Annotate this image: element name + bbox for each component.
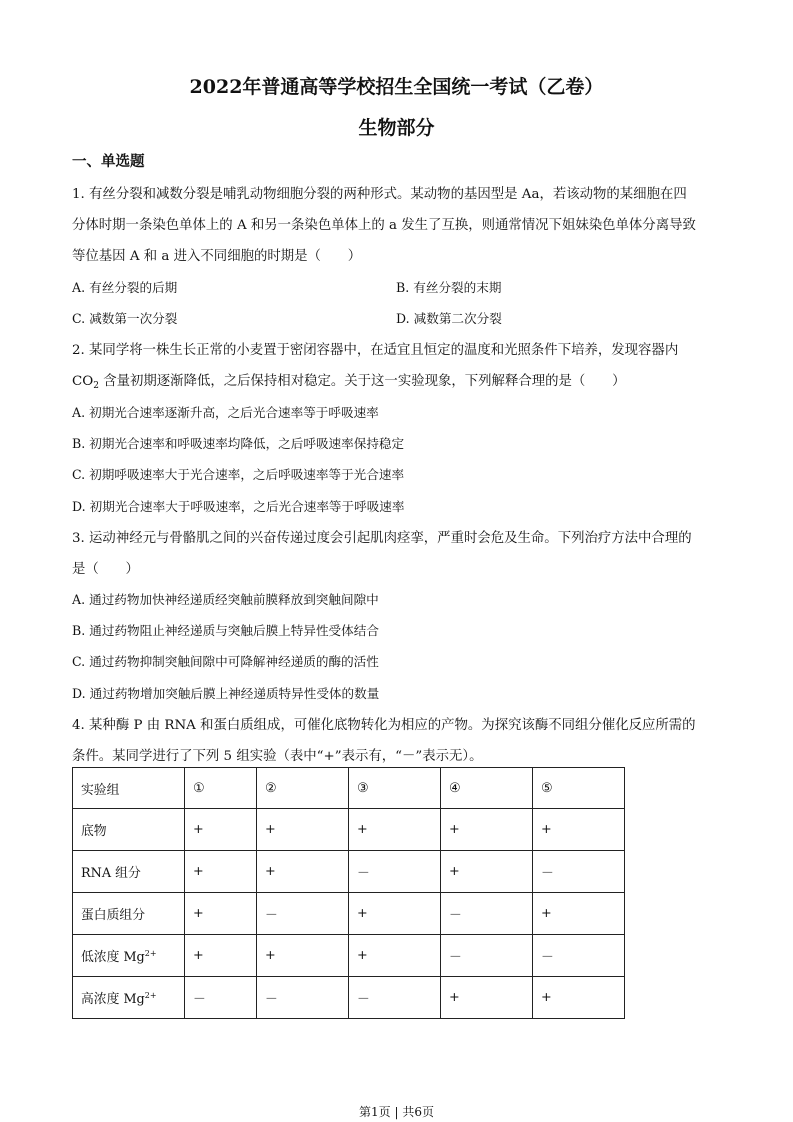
table-cell: － xyxy=(257,893,349,935)
header-cell: ④ xyxy=(441,768,533,809)
table-header-row xyxy=(73,768,625,809)
q2-option-a: A. 初期光合速率逐渐升高，之后光合速率等于呼吸速率 xyxy=(72,405,379,420)
table-cell: + xyxy=(441,977,533,1019)
table-cell: + xyxy=(185,935,257,977)
table-cell: + xyxy=(185,809,257,851)
table-cell: + xyxy=(257,851,349,893)
header-cell: ① xyxy=(185,768,257,809)
header-cell: ⑤ xyxy=(533,768,625,809)
header-cell: 实验组 xyxy=(73,768,185,809)
q1-line-2: 分体时期一条染色单体上的 A 和另一条染色单体上的 a 发生了互换，则通常情况下姐妹染色单体分离导致 xyxy=(72,218,696,233)
table-cell: + xyxy=(349,935,441,977)
q2-option-b: B. 初期光合速率和呼吸速率均降低，之后呼吸速率保持稳定 xyxy=(72,436,405,451)
q1-line-3: 等位基因 A 和 a 进入不同细胞的时期是（ ） xyxy=(72,249,362,264)
q3-option-c: C. 通过药物抑制突触间隙中可降解神经递质的酶的活性 xyxy=(72,654,379,669)
table-cell: － xyxy=(349,977,441,1019)
row-label xyxy=(73,977,185,1019)
q2-option-c: C. 初期呼吸速率大于光合速率，之后呼吸速率等于光合速率 xyxy=(72,467,405,482)
table-row xyxy=(73,977,625,1019)
table-cell: + xyxy=(257,809,349,851)
q3-option-a: A. 通过药物加快神经递质经突触前膜释放到突触间隙中 xyxy=(72,592,379,607)
table-cell: + xyxy=(441,851,533,893)
table-cell: － xyxy=(441,935,533,977)
section-heading: 一、单选题 xyxy=(72,153,145,170)
table-cell: + xyxy=(349,809,441,851)
q1-option-d: D. 减数第二次分裂 xyxy=(396,311,502,326)
row-label: RNA 组分 xyxy=(73,851,185,893)
co2-subscript: 2 xyxy=(93,381,99,391)
row-label xyxy=(73,935,185,977)
table-cell: － xyxy=(533,935,625,977)
table-cell: + xyxy=(257,935,349,977)
row-label-text: 高浓度 Mg xyxy=(81,992,145,1007)
experiment-table xyxy=(72,767,625,1019)
table-cell: + xyxy=(349,893,441,935)
table-cell: + xyxy=(441,809,533,851)
q3-option-d: D. 通过药物增加突触后膜上神经递质特异性受体的数量 xyxy=(72,686,380,701)
q1-option-c: C. 减数第一次分裂 xyxy=(72,311,178,326)
table-row xyxy=(73,851,625,893)
table-cell: + xyxy=(533,977,625,1019)
table-cell: + xyxy=(185,851,257,893)
q3-option-b: B. 通过药物阻止神经递质与突触后膜上特异性受体结合 xyxy=(72,623,379,638)
exam-title: 2022年普通高等学校招生全国统一考试（乙卷） xyxy=(189,76,604,98)
charge-superscript: 2+ xyxy=(144,949,157,958)
row-label: 底物 xyxy=(73,809,185,851)
q4-line-2: 条件。某同学进行了下列 5 组实验（表中“+”表示有，“－”表示无）。 xyxy=(72,749,483,764)
table-cell: － xyxy=(185,977,257,1019)
table-row xyxy=(73,809,625,851)
q3-line-1: 3. 运动神经元与骨骼肌之间的兴奋传递过度会引起肌肉痉挛，严重时会危及生命。下列治疗方法中合理的 xyxy=(72,531,692,546)
q2-option-d: D. 初期光合速率大于呼吸速率，之后光合速率等于呼吸速率 xyxy=(72,499,405,514)
table-cell: + xyxy=(533,893,625,935)
table-cell: + xyxy=(533,809,625,851)
table-cell: － xyxy=(257,977,349,1019)
table-row xyxy=(73,893,625,935)
co2-text: CO xyxy=(72,374,94,389)
table-cell: － xyxy=(441,893,533,935)
q2-line-1: 2. 某同学将一株生长正常的小麦置于密闭容器中，在适宜且恒定的温度和光照条件下培养，发现容器内 xyxy=(72,343,679,358)
table-cell: + xyxy=(185,893,257,935)
q1-option-a: A. 有丝分裂的后期 xyxy=(72,280,178,295)
table-cell: － xyxy=(533,851,625,893)
exam-subtitle: 生物部分 xyxy=(358,117,435,139)
header-cell: ② xyxy=(257,768,349,809)
table-row xyxy=(73,935,625,977)
table-cell: － xyxy=(349,851,441,893)
q3-line-2: 是（ ） xyxy=(72,562,139,577)
page-footer: 第1页 | 共6页 xyxy=(359,1105,434,1119)
row-label-text: 低浓度 Mg xyxy=(81,950,145,965)
header-cell: ③ xyxy=(349,768,441,809)
q2-line-2-rest: 含量初期逐渐降低，之后保持相对稳定。关于这一实验现象，下列解释合理的是（ ） xyxy=(98,374,626,389)
q4-line-1: 4. 某种酶 P 由 RNA 和蛋白质组成，可催化底物转化为相应的产物。为探究该酶不同组分催化反应所需的 xyxy=(72,718,696,733)
q1-line-1: 1. 有丝分裂和减数分裂是哺乳动物细胞分裂的两种形式。某动物的基因型是 Aa，若该动物的某细胞在四 xyxy=(72,187,687,202)
row-label: 蛋白质组分 xyxy=(73,893,185,935)
q2-line-2 xyxy=(72,370,625,391)
q1-option-b: B. 有丝分裂的末期 xyxy=(396,280,502,295)
charge-superscript: 2+ xyxy=(144,991,157,1000)
